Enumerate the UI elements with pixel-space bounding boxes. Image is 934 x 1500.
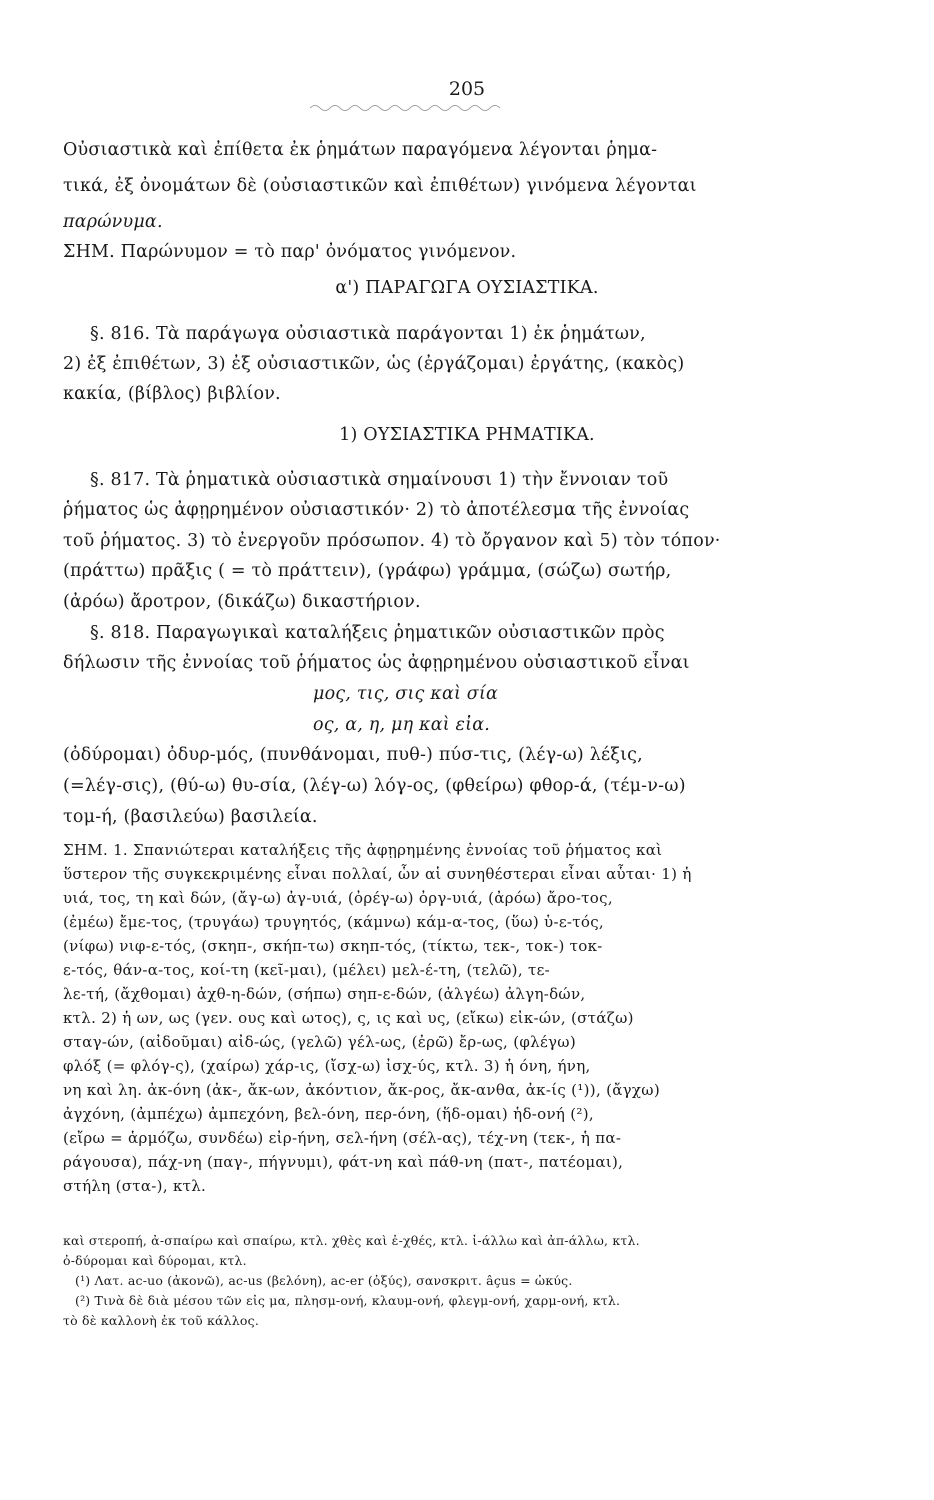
note-line: ΣΗΜ. 1. Σπανιώτεραι καταλήξεις τῆς ἀφῃρημένης ἐννοίας τοῦ ῥήματος καὶ [63,841,663,859]
note-line: ὕστερον τῆς συγκεκριμένης εἶναι πολλαί, ὧν αἱ συνηθέστεραι εἶναι αὗται· 1) ἡ [63,865,692,883]
body-line: (ὀδύρομαι) ὀδυρ-μός, (πυνθάνομαι, πυθ-) πύσ-τις, (λέγ-ω) λέξις, [63,745,643,765]
note-line: (νίφω) νιφ-ε-τός, (σκηπ-, σκήπ-τω) σκηπ-τός, (τίκτω, τεκ-, τοκ-) τοκ- [63,937,603,955]
note-line: φλόξ (= φλόγ-ς), (χαίρω) χάρ-ις, (ἴσχ-ω) ἰσχ-ύς, κτλ. 3) ἡ όνη, ήνη, [63,1057,591,1075]
body-line: τοῦ ῥήματος. 3) τὸ ἐνεργοῦν πρόσωπον. 4) τὸ ὄργανον καὶ 5) τὸν τόπον· [63,531,721,551]
paragraph-816: §. 816. Τὰ παράγωγα οὐσιαστικὰ παράγονται 1) ἐκ ῥημάτων, [90,324,646,344]
body-line: (ἀρόω) ἄροτρον, (δικάζω) δικαστήριον. [63,592,421,612]
footnote-1: (¹) Λατ. ac-uo (ἀκονῶ), ac-us (βελόνη), ac-er (ὀξύς), σανσκριτ. âçus = ὠκύς. [75,1273,573,1288]
body-line: κακία, (βίβλος) βιβλίον. [63,384,281,404]
section-heading: 1) ΟΥΣΙΑΣΤΙΚΑ ΡΗΜΑΤΙΚΑ. [339,425,595,445]
note-line: (ἐμέω) ἔμε-τος, (τρυγάω) τρυγητός, (κάμνω) κάμ-α-τος, (ὕω) ὑ-ε-τός, [63,913,604,931]
note-line: ε-τός, θάν-α-τος, κοί-τη (κεῖ-μαι), (μέλει) μελ-έ-τη, (τελῶ), τε- [63,961,551,979]
body-line: ῥήματος ὡς ἀφῃρημένον οὐσιαστικόν· 2) τὸ ἀποτέλεσμα τῆς ἐννοίας [63,500,690,520]
footnote-line: καὶ στεροπή, ἀ-σπαίρω καὶ σπαίρω, κτλ. χθὲς καὶ ἐ-χθές, κτλ. ἰ-άλλω καὶ ἀπ-άλλω, κτλ. [63,1233,640,1248]
body-line: (πράττω) πρᾶξις ( = τὸ πράττειν), (γράφω) γράμμα, (σώζω) σωτήρ, [63,561,672,581]
page-number: 205 [448,78,486,100]
body-line: (=λέγ-σις), (θύ-ω) θυ-σία, (λέγ-ω) λόγ-ος, (φθείρω) φθορ-ά, (τέμ-ν-ω) [63,776,686,796]
paragraph-818: §. 818. Παραγωγικαὶ καταλήξεις ῥηματικῶν οὐσιαστικῶν πρὸς [90,623,665,643]
body-line: παρώνυμα. [63,212,163,232]
paragraph-817: §. 817. Τὰ ῥηματικὰ οὐσιαστικὰ σημαίνουσι 1) τὴν ἔννοιαν τοῦ [90,470,669,490]
body-line: τομ-ή, (βασιλεύω) βασιλεία. [63,807,318,827]
body-line: 2) ἐξ ἐπιθέτων, 3) ἐξ οὐσιαστικῶν, ὡς (ἐργάζομαι) ἐργάτης, (κακὸς) [63,354,685,374]
note-line: στήλη (στα-), κτλ. [63,1177,207,1195]
note-line: ράγουσα), πάχ-νη (παγ-, πήγνυμι), φάτ-νη καὶ πάθ-νη (πατ-, πατέομαι), [63,1153,624,1171]
ending-list: ος, α, η, μη καὶ εἰα. [313,715,490,735]
footnote-line: τὸ δὲ καλλονὴ ἐκ τοῦ κάλλος. [63,1313,260,1328]
note-line: (εἴρω = ἁρμόζω, συνδέω) εἰρ-ήνη, σελ-ήνη (σέλ-ας), τέχ-νη (τεκ-, ἡ πα- [63,1129,622,1147]
footnote-line: ὀ-δύρομαι καὶ δύρομαι, κτλ. [63,1253,247,1268]
footnote-2: (²) Τινὰ δὲ διὰ μέσου τῶν εἰς μα, πλησμ-ονή, κλαυμ-ονή, φλεγμ-ονή, χαρμ-ονή, κτλ. [75,1293,621,1308]
note-line: υιά, τος, τη καὶ δών, (ἄγ-ω) ἀγ-υιά, (ὀρέγ-ω) ὀργ-υιά, (ἀρόω) ἄρο-τος, [63,889,613,907]
body-line: τικά, ἐξ ὀνομάτων δὲ (οὐσιαστικῶν καὶ ἐπιθέτων) γινόμενα λέγονται [63,176,697,196]
section-heading: α') ΠΑΡΑΓΩΓΑ ΟΥΣΙΑΣΤΙΚΑ. [335,278,599,298]
ending-list: μος, τις, σις καὶ σία [313,684,499,704]
note-line: ΣΗΜ. Παρώνυμον = τὸ παρ' ὀνόματος γινόμενον. [63,242,517,262]
ornamental-rule [310,103,500,113]
body-line: Οὐσιαστικὰ καὶ ἐπίθετα ἐκ ῥημάτων παραγόμενα λέγονται ῥημα- [63,140,658,160]
note-line: νη καὶ λη. ἀκ-όνη (ἀκ-, ἄκ-ων, ἀκόντιον, ἄκ-ρος, ἄκ-ανθα, ἀκ-ίς (¹)), (ἄγχω) [63,1081,660,1099]
note-line: λε-τή, (ἄχθομαι) ἀχθ-η-δών, (σήπω) σηπ-ε-δών, (ἀλγέω) ἀλγη-δών, [63,985,586,1003]
note-line: σταγ-ών, (αἰδοῦμαι) αἰδ-ώς, (γελῶ) γέλ-ως, (ἐρῶ) ἔρ-ως, (φλέγω) [63,1033,576,1051]
body-line: δήλωσιν τῆς ἐννοίας τοῦ ῥήματος ὡς ἀφῃρημένου οὐσιαστικοῦ εἶναι [63,653,690,673]
note-line: ἀγχόνη, (ἀμπέχω) ἀμπεχόνη, βελ-όνη, περ-όνη, (ἥδ-ομαι) ἡδ-ονή (²), [63,1105,594,1123]
note-line: κτλ. 2) ἡ ων, ως (γεν. ους καὶ ωτος), ς, ις καὶ υς, (εἴκω) εἰκ-ών, (στάζω) [63,1009,634,1027]
